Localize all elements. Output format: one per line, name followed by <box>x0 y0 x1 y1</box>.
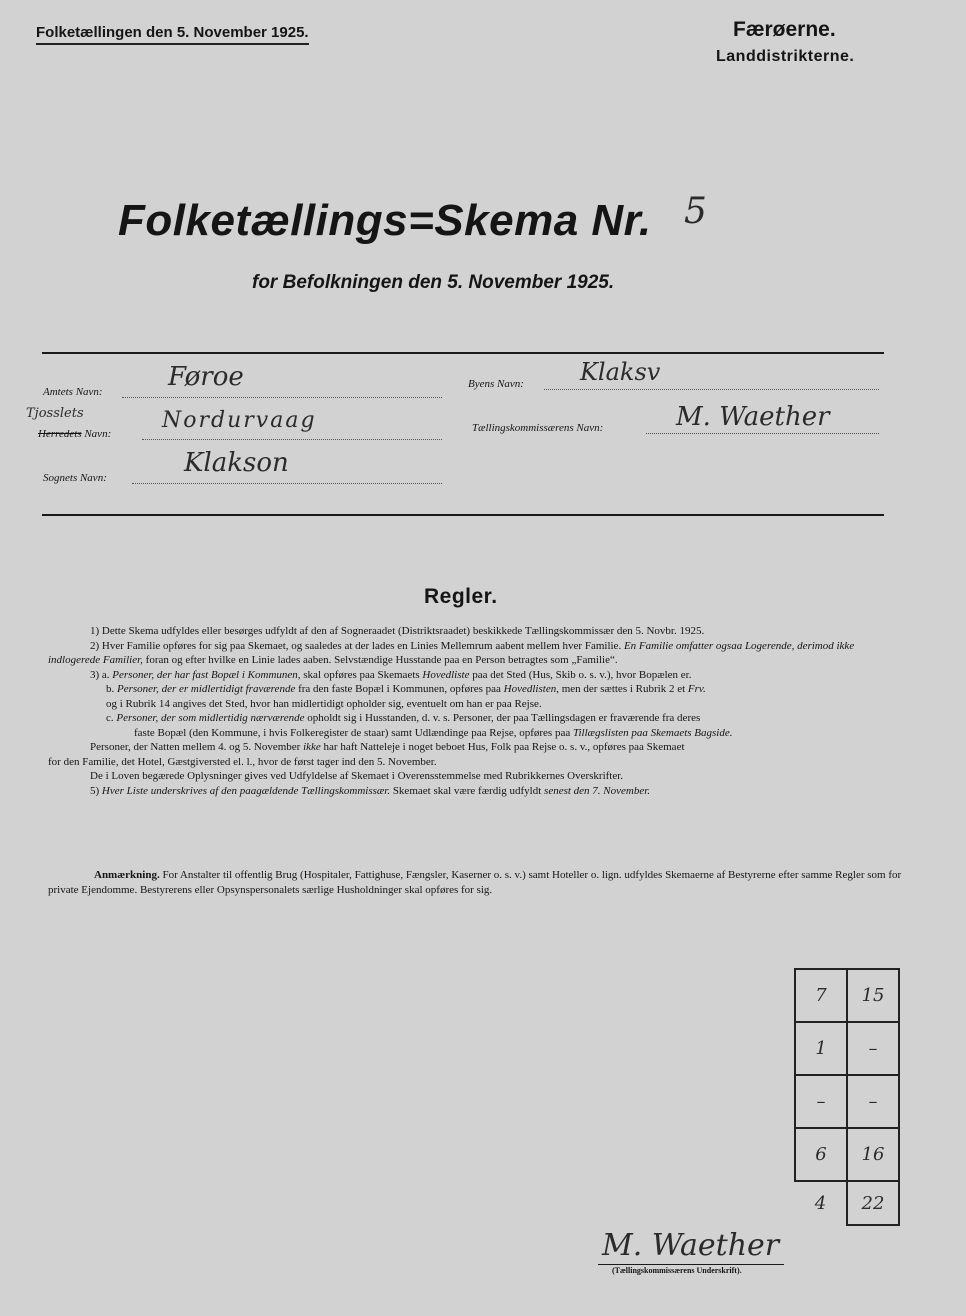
region-title: Færøerne. <box>733 18 836 41</box>
by-label: Byens Navn: <box>468 378 524 390</box>
signature-line <box>598 1264 784 1265</box>
census-header-left: Folketællingen den 5. November 1925. <box>36 24 309 45</box>
count-cell: 1 <box>795 1022 847 1075</box>
kommissaer-value-handwritten: M. Waether <box>676 402 830 432</box>
count-cell: – <box>795 1075 847 1128</box>
rule-3c: c. Personer, der som midlertidig nærværende opholdt sig i Husstanden, d. v. s. Personer, der paa Tællingsdagen er fraværende fra deres <box>106 712 701 724</box>
count-total-cell: 4 <box>814 1193 827 1214</box>
rule-4: Personer, der Natten mellem 4. og 5. November ikke har haft Natteleje i noget beboet Hus, Folk paa Rejse o. s. v., opføres paa Skemaet <box>90 741 685 753</box>
count-total-cell: 22 <box>847 1181 899 1225</box>
herred-label-struck: Herredets <box>38 428 82 440</box>
count-cell: 7 <box>795 969 847 1022</box>
sogn-dotline <box>132 483 442 484</box>
count-cell: 16 <box>847 1128 899 1181</box>
amt-dotline <box>122 397 442 398</box>
count-boxes <box>794 968 900 1226</box>
form-subtitle: for Befolkningen den 5. November 1925. <box>252 272 615 293</box>
amt-label: Amtets Navn: <box>43 386 103 398</box>
rule-2: 2) Hver Familie opføres for sig paa Skemaet, og saaledes at der lades en Linies Mellemrum aabent mellem hver Familie. En Familie omfatter ogsaa Logerende, derimod ikke indlogerede Familier, foran og efter hvilke en Linie lades aaben. Selvstændige Husstande paa en Person betragtes som „Familie“. <box>48 639 855 666</box>
anmaerkning-label: Anmærkning. <box>94 869 160 881</box>
form-title-row <box>118 191 707 246</box>
count-row <box>795 1075 899 1128</box>
region-subtitle: Landdistrikterne. <box>716 48 855 65</box>
rule-5: 5) Hver Liste underskrives af den paagældende Tællingskommissær. Skemaet skal være færdig udfyldt senest den 7. November. <box>90 784 651 797</box>
anmaerkning-note <box>48 868 903 898</box>
herred-value-handwritten: Nordurvaag <box>162 408 317 433</box>
rules-text <box>48 624 900 798</box>
sogn-value-handwritten: Klakson <box>184 448 289 478</box>
form-number-handwritten: 5 <box>684 191 707 232</box>
rule-3b-cont: og i Rubrik 14 angives det Sted, hvor han midlertidigt opholder sig, eventuelt om han er paa Rejse. <box>106 697 542 710</box>
count-cell: 6 <box>795 1128 847 1181</box>
rule-3c-cont: faste Bopæl (den Kommune, i hvis Folkeregister de staar) samt Udlændinge paa Rejse, opføres paa Tillægslisten paa Skemaets Bagside. <box>134 726 733 739</box>
count-row <box>795 1022 899 1075</box>
rule-4-note: De i Loven begærede Oplysninger gives ved Udfyldelse af Skemaet i Overensstemmelse med Rubrikkernes Overskrifter. <box>90 770 624 782</box>
sogn-label: Sognets Navn: <box>43 472 107 484</box>
count-total-row <box>795 1181 899 1225</box>
kommissaer-dotline <box>646 433 879 434</box>
form-title: Folketællings=Skema Nr. <box>118 196 652 245</box>
rule-1: 1) Dette Skema udfyldes eller besørges udfyldt af den af Sogneraadet (Distriktsraadet) beskikkede Tællingskommissær den 5. Novbr. 1925. <box>90 625 705 637</box>
herred-correction-handwritten: Tjosslets <box>26 406 84 421</box>
rule-3a: 3) a. Personer, der har fast Bopæl i Kommunen, skal opføres paa Skemaets Hovedliste paa det Sted (Hus, Skib o. s. v.), hvor Bopælen er. <box>90 668 692 681</box>
rule-3b: b. Personer, der er midlertidigt fraværende fra den faste Bopæl i Kommunen, opføres paa Hovedlisten, men der sættes i Rubrik 2 et Frv. <box>106 683 706 695</box>
signature-handwritten: M. Waether <box>602 1228 780 1263</box>
count-cell: – <box>847 1022 899 1075</box>
count-row <box>795 1128 899 1181</box>
anmaerkning-text: For Anstalter til offentlig Brug (Hospitaler, Fattighuse, Fængsler, Kaserner o. s. v.) samt Hoteller o. lign. udfyldes Skemaerne af Bestyrerne efter samme Regler som for private Ejendomme. Bestyrerens eller Opsynspersonalets særlige Husholdninger skal opføres for sig. <box>48 869 902 896</box>
count-cell: – <box>847 1075 899 1128</box>
amt-value-handwritten: Føroe <box>168 362 244 392</box>
count-row <box>795 969 899 1022</box>
top-rule <box>42 352 884 354</box>
signature-caption: (Tællingskommissærens Underskrift). <box>612 1266 742 1275</box>
by-value-handwritten: Klaksv <box>580 358 661 386</box>
kommissaer-label: Tællingskommissærens Navn: <box>472 422 604 434</box>
by-dotline <box>544 389 879 390</box>
rule-4-cont: for den Familie, det Hotel, Gæstgiversted el. l., hvor de først tager ind den 5. November. <box>48 755 437 768</box>
herred-label-rest: Navn: <box>84 428 112 440</box>
count-cell: 15 <box>847 969 899 1022</box>
herred-label <box>38 428 111 440</box>
herred-dotline <box>142 439 442 440</box>
bottom-rule <box>42 514 884 516</box>
rules-heading: Regler. <box>424 585 498 608</box>
